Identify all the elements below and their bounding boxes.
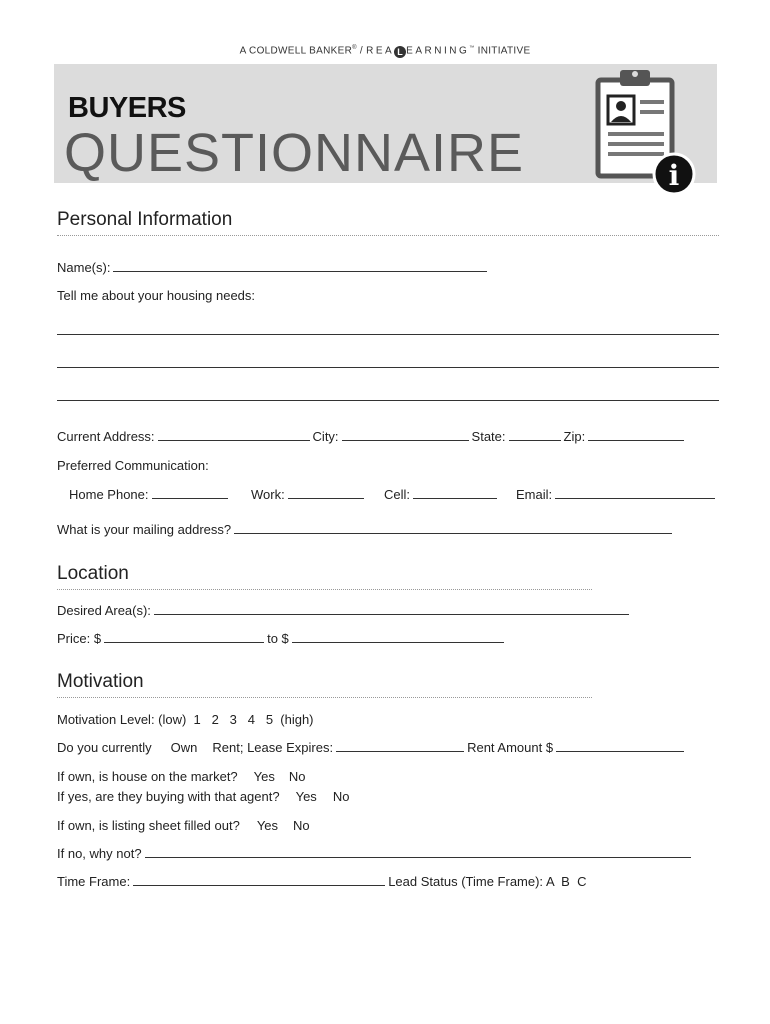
title-buyers: BUYERS: [68, 92, 186, 124]
agent-yes-option[interactable]: Yes: [295, 789, 317, 804]
lease-expires-field[interactable]: [336, 750, 464, 752]
state-field[interactable]: [509, 439, 561, 441]
desired-area-row: Desired Area(s):: [57, 603, 632, 618]
listing-yes-option[interactable]: Yes: [256, 818, 279, 833]
market-no-option[interactable]: No: [288, 769, 306, 784]
market-question-row: If own, is house on the market? Yes No: [57, 769, 306, 784]
listing-no-option[interactable]: No: [293, 818, 310, 833]
section-divider: [57, 697, 592, 698]
clipboard-profile-icon: [590, 64, 700, 198]
why-not-field[interactable]: [145, 856, 691, 858]
cell-row: Cell:: [384, 487, 500, 502]
market-yes-option[interactable]: Yes: [253, 769, 275, 784]
home-phone-field[interactable]: [152, 497, 228, 499]
desired-area-field[interactable]: [154, 613, 629, 615]
email-field[interactable]: [555, 497, 715, 499]
mailing-address-row: What is your mailing address?: [57, 522, 675, 537]
currently-row: Do you currently Own Rent; Lease Expires: Rent Amount $: [57, 740, 687, 755]
title-questionnaire: QUESTIONNAIRE: [64, 123, 525, 183]
home-phone-row: Home Phone:: [69, 487, 231, 502]
agent-question-row: If yes, are they buying with that agent? Yes No: [57, 789, 350, 804]
listing-question-row: If own, is listing sheet filled out? Yes No: [57, 818, 310, 833]
section-title-personal: Personal Information: [57, 209, 233, 230]
time-frame-row: Time Frame: Lead Status (Time Frame): A B C: [57, 874, 587, 889]
housing-needs-line-2[interactable]: [57, 367, 719, 368]
address-row: Current Address: City: State: Zip:: [57, 429, 687, 444]
price-max-field[interactable]: [292, 641, 504, 643]
names-field[interactable]: [113, 270, 487, 272]
cell-phone-field[interactable]: [413, 497, 497, 499]
names-row: Name(s):: [57, 260, 490, 275]
section-divider: [57, 589, 592, 590]
price-min-field[interactable]: [104, 641, 264, 643]
work-phone-field[interactable]: [288, 497, 364, 499]
housing-needs-line-1[interactable]: [57, 334, 719, 335]
city-field[interactable]: [342, 439, 469, 441]
svg-text:i: i: [668, 159, 680, 192]
email-row: Email:: [516, 487, 718, 502]
mailing-address-field[interactable]: [234, 532, 672, 534]
work-row: Work:: [251, 487, 367, 502]
lead-a-option[interactable]: A: [545, 874, 554, 889]
rent-amount-field[interactable]: [556, 750, 684, 752]
time-frame-field[interactable]: [133, 884, 385, 886]
lead-c-option[interactable]: C: [577, 874, 587, 889]
housing-needs-line-3[interactable]: [57, 400, 719, 401]
price-row: Price: $ to $: [57, 631, 507, 646]
realearning-logo-l: L: [394, 46, 406, 58]
current-address-field[interactable]: [158, 439, 310, 441]
preferred-communication-label: Preferred Communication:: [57, 458, 209, 473]
initiative-line: A COLDWELL BANKER® / REA L EARNING™ INITIATIVE: [239, 45, 531, 58]
own-option[interactable]: Own: [170, 740, 198, 755]
motivation-level[interactable]: Motivation Level: (low) 1 2 3 4 5 (high): [57, 712, 314, 727]
agent-no-option[interactable]: No: [332, 789, 350, 804]
zip-field[interactable]: [588, 439, 684, 441]
housing-needs-label: Tell me about your housing needs:: [57, 288, 256, 303]
why-not-row: If no, why not?: [57, 846, 694, 861]
lead-b-option[interactable]: B: [561, 874, 570, 889]
section-divider: [57, 235, 719, 236]
section-title-motivation: Motivation: [57, 671, 144, 692]
section-title-location: Location: [57, 563, 129, 584]
